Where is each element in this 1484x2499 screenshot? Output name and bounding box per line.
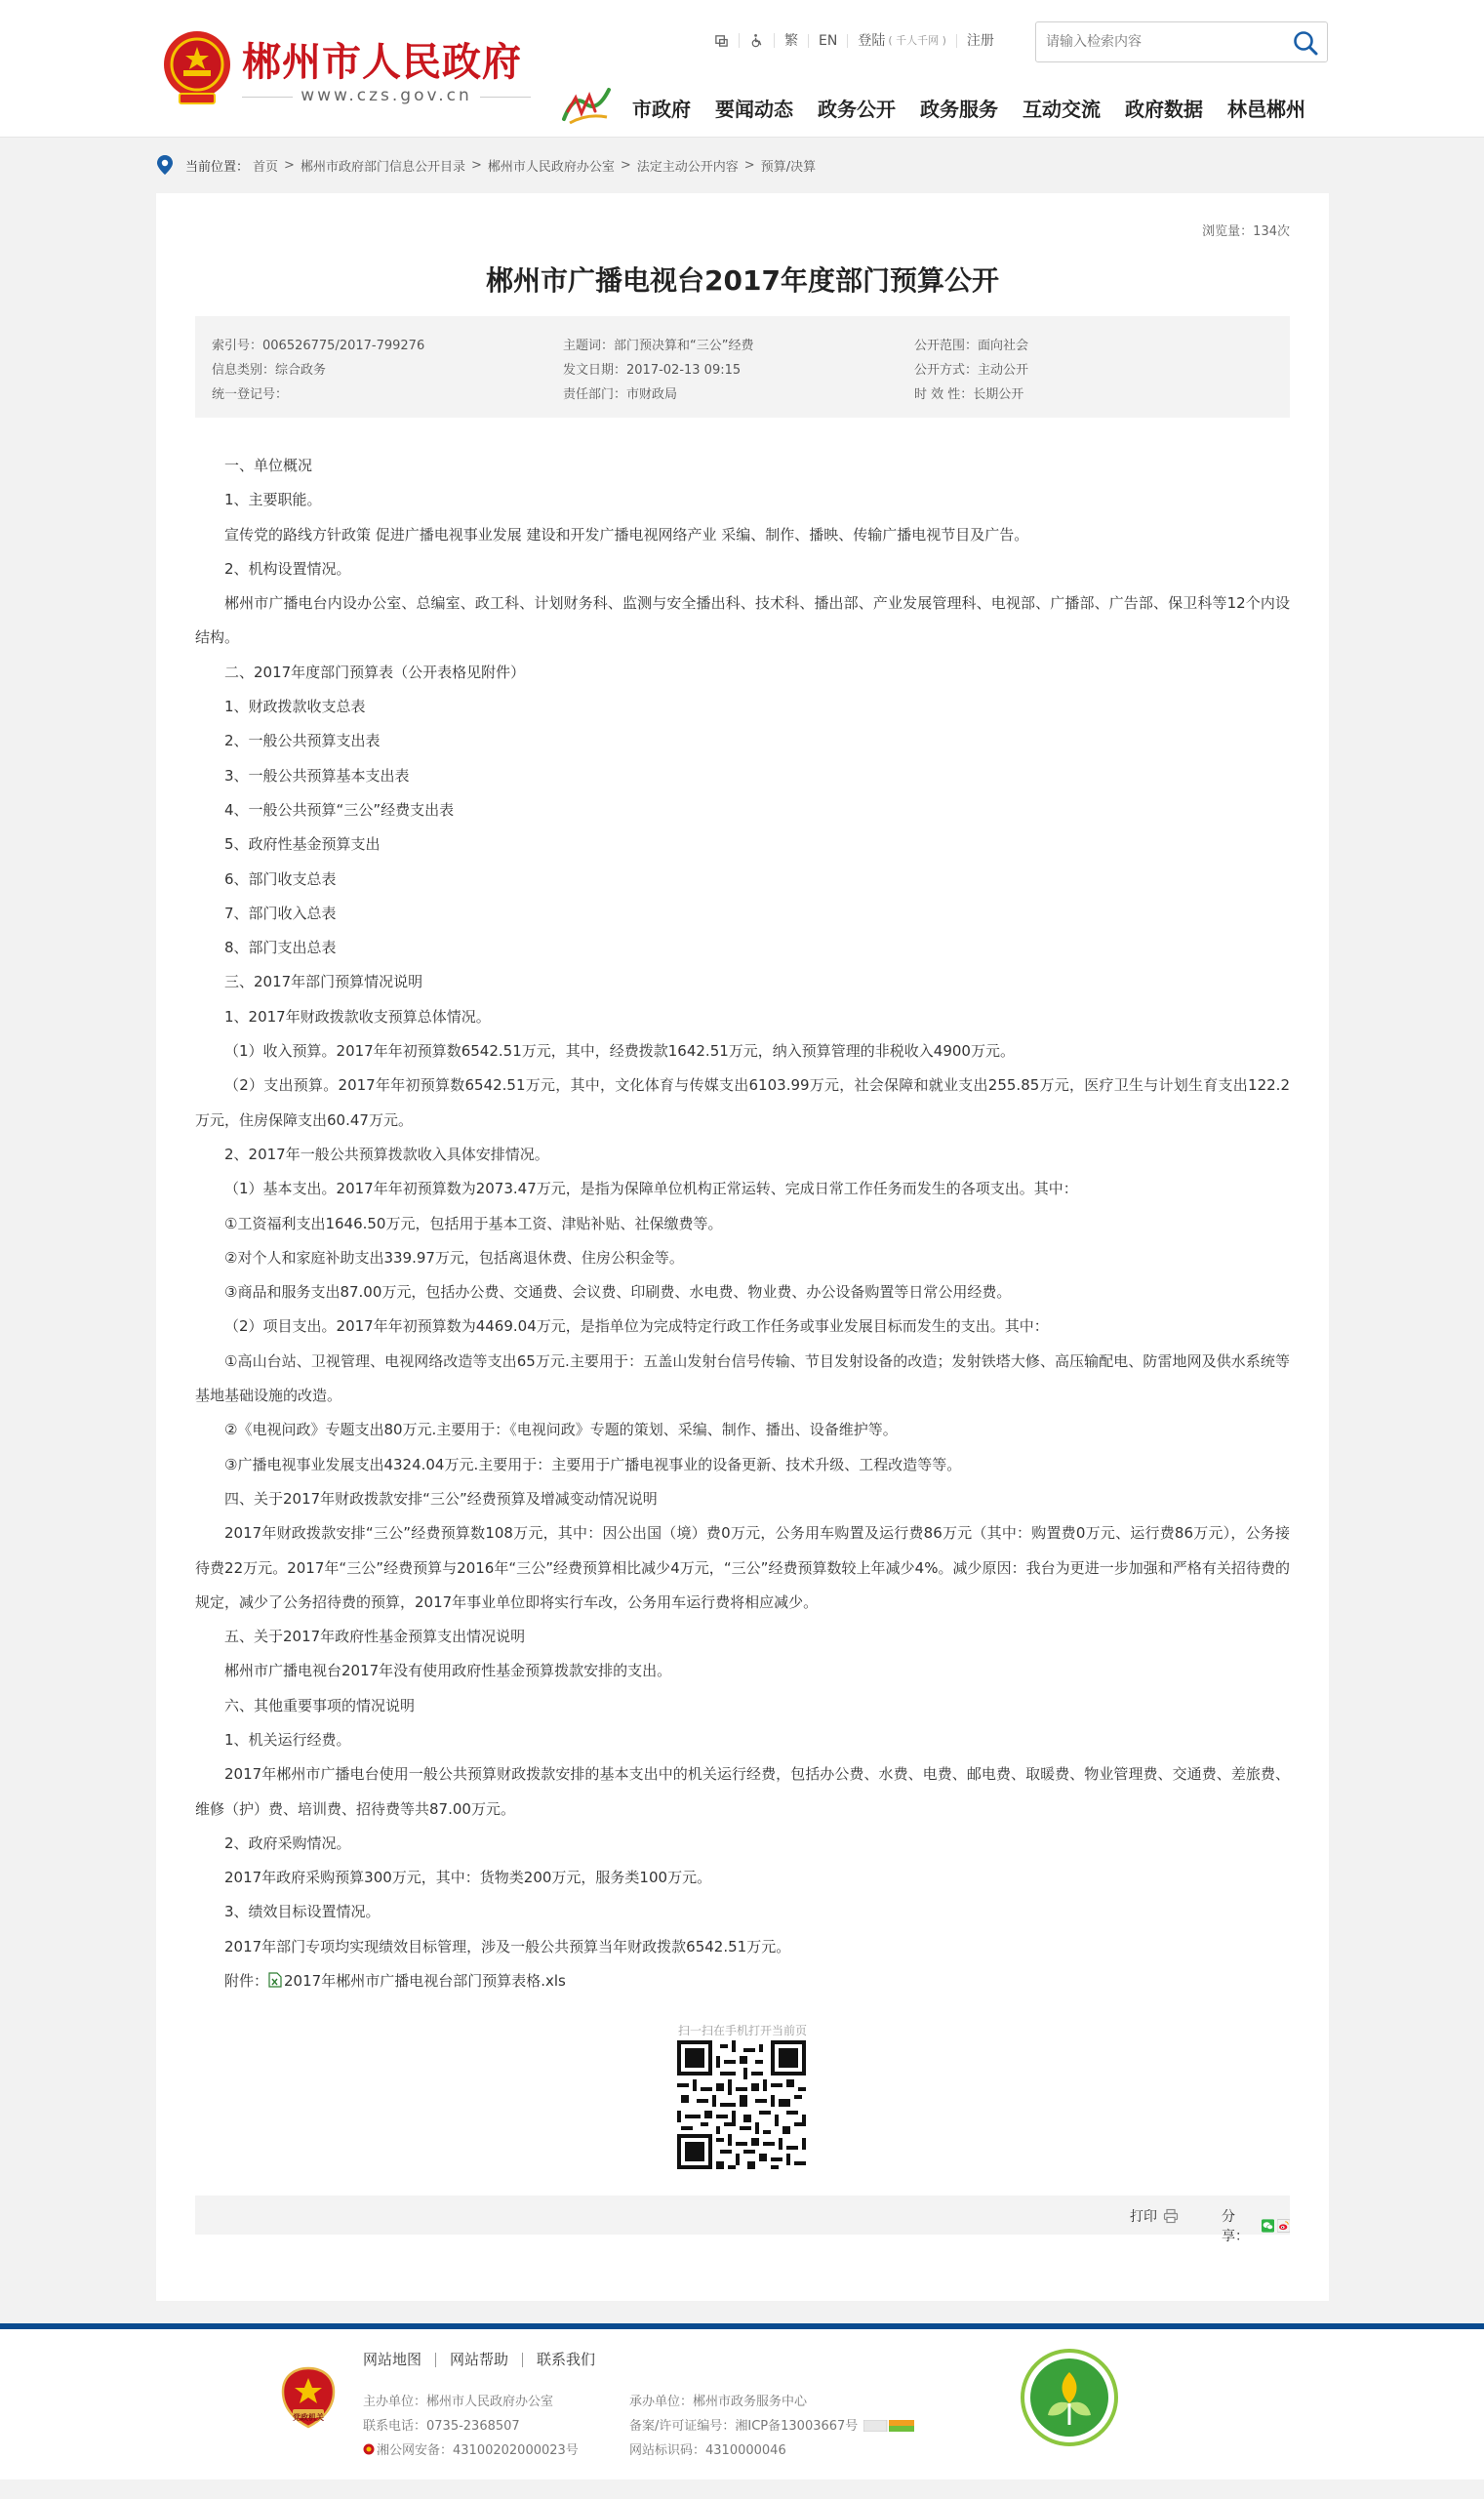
paragraph: （1）基本支出。2017年年初预算数为2073.47万元，是指为保障单位机构正常运转、完成日常工作任务而发生的各项支出。其中： [224,1180,1078,1198]
paragraph: 郴州市广播电视台2017年没有使用政府性基金预算拨款安排的支出。 [224,1662,672,1680]
meta-column-3 [914,334,1028,407]
printer-icon [1163,2208,1179,2224]
login-note: ( 千人千网 ) [888,33,946,47]
nav-item-open-government[interactable]: 政务公开 [818,98,896,121]
nav-item-government-services[interactable]: 政务服务 [920,98,998,121]
paragraph: 3、绩效目标设置情况。 [224,1903,381,1921]
site-header [0,0,1484,138]
breadcrumb-separator: > [620,157,631,173]
site-domain: www.czs.gov.cn [242,86,531,105]
meta-date: 发文日期：2017-02-13 09:15 [563,363,742,378]
meta-registration-no: 统一登记号： [212,387,289,402]
paragraph: 5、政府性基金预算支出 [224,835,381,854]
meta-method: 公开方式：主动公开 [914,363,1029,378]
breadcrumb-separator: > [470,157,482,173]
wheelchair-icon [749,33,764,48]
nav-item-city-government[interactable]: 市政府 [632,98,691,121]
footer-links [363,2353,609,2367]
paragraph: （2）支出预算。2017年年初预算数6542.51万元，其中，文化体育与传媒支出6103.99万元，社会保障和就业支出255.85万元，医疗卫生与计划生育支出122.2万元，住房保障支出60.47万元。 [195,1076,1290,1129]
meta-info-category: 信息类别：综合政务 [212,363,327,378]
qr-label: 扫一扫在手机打开当前页 [677,2024,807,2037]
breadcrumb-statutory-content[interactable]: 法定主动公开内容 [636,159,739,175]
breadcrumb-label: 当前位置： [185,159,250,175]
attachment-label: 附件： [224,1972,269,1991]
login-label: 登陆 [858,32,886,49]
paragraph: ③商品和服务支出87.00万元，包括办公费、交通费、会议费、印刷费、水电费、物业费、办公设备购置等日常公用经费。 [224,1283,1012,1302]
paragraph: 六、其他重要事项的情况说明 [224,1696,416,1714]
paragraph: 2017年财政拨款安排“三公”经费预算数108万元，其中：因公出国（境）费0万元，公务用车购置及运行费86万元（其中：购置费0万元、运行费86万元），公务接待费22万元。2017年“三公”经费预算与2016年“三公”经费预算相比减少4万元，“三公”经费预算数较上年减少4%。减少原因：我台为更进一步加强和严格有关招待费的规定，减少了公务招待费的预算，2017年事业单位即将实行车改，公务用车运行费将相应减少。 [195,1524,1290,1611]
footer-site-code: 网站标识码：4310000046 [629,2443,786,2458]
paragraph: ①高山台站、卫视管理、电视网络改造等支出65万元.主要用于：五盖山发射台信号传输、节目发射设备的改造；发射铁塔大修、高压输配电、防雷地网及供水系统等基地基础设施的改造。 [195,1351,1290,1405]
nav-item-interaction[interactable]: 互动交流 [1023,98,1101,121]
article-toolbar [195,2196,1290,2244]
paragraph: 4、一般公共预算“三公”经费支出表 [224,800,455,819]
footer-undertaker: 承办单位：郴州市政务服务中心 [629,2395,808,2409]
xls-file-icon [268,1972,282,1988]
national-emblem-icon [160,27,234,107]
breadcrumb-office[interactable]: 郴州市人民政府办公室 [487,159,615,175]
breadcrumb-separator: > [743,157,755,173]
meta-column-2 [563,334,753,407]
nav-logo-icon [560,84,613,125]
login-link[interactable] [848,34,957,48]
paragraph: 7、部门收入总表 [224,904,337,922]
search-box [1035,21,1328,62]
main-nav [632,94,1305,122]
paragraph: 1、财政拨款收支总表 [224,698,366,716]
paragraph: 2017年郴州市广播电台使用一般公共预算财政拨款安排的基本支出中的机关运行经费，包括办公费、水费、电费、邮电费、取暖费、物业管理费、交通费、差旅费、维修（护）费、培训费、招待费等共87.00万元。 [195,1765,1290,1818]
accessibility-button[interactable] [740,33,775,48]
article-card [156,193,1329,2301]
nav-item-news[interactable]: 要闻动态 [715,98,793,121]
print-label: 打印 [1130,2209,1157,2225]
footer-phone: 联系电话：0735-2368507 [363,2419,520,2434]
badge-text: 党政机关 [293,2413,324,2422]
site-name[interactable]: 郴州市人民政府 [242,39,522,85]
paragraph: 郴州市广播电台内设办公室、总编室、政工科、计划财务科、监测与安全播出科、技术科、播出部、产业发展管理科、电视部、广播部、广告部、保卫科等12个内设结构。 [195,594,1290,647]
register-link[interactable]: 注册 [966,32,994,49]
footer-link-help[interactable]: 网站帮助 [435,2353,522,2367]
party-government-badge[interactable] [279,2366,338,2431]
breadcrumb-budget[interactable]: 预算/决算 [760,159,817,175]
paragraph: 四、关于2017年财政拨款安排“三公”经费预算及增减变动情况说明 [224,1489,658,1508]
site-footer [0,2329,1484,2479]
site-stats-badge-icon[interactable] [863,2420,914,2432]
paragraph: 2、2017年一般公共预算拨款收入具体安排情况。 [224,1145,549,1163]
article-title: 郴州市广播电视台2017年度部门预算公开 [486,264,999,297]
attachment-link[interactable]: 2017年郴州市广播电视台部门预算表格.xls [284,1972,566,1991]
view-count: 浏览量：134次 [1202,224,1290,239]
footer-info-right [629,2390,914,2463]
footer-info-left [363,2390,579,2463]
breadcrumb [156,154,816,176]
meta-index-no: 索引号：006526775/2017-799276 [212,339,425,353]
breadcrumb-disclosure-catalog[interactable]: 郴州市政府部门信息公开目录 [300,159,465,175]
share-label: 分享： [1222,2209,1249,2244]
police-badge-icon [363,2443,375,2455]
breadcrumb-home[interactable]: 首页 [253,159,279,175]
weibo-icon[interactable] [1277,2218,1290,2234]
wechat-icon[interactable] [1262,2218,1274,2234]
english-link[interactable]: EN [809,34,848,48]
paragraph: 五、关于2017年政府性基金预算支出情况说明 [224,1628,526,1646]
search-input[interactable] [1046,30,1270,54]
paragraph: ②《电视问政》专题支出80万元.主要用于：《电视问政》专题的策划、采编、制作、播出、设备维护等。 [224,1421,898,1439]
nav-item-linyi-chenzhou[interactable]: 林邑郴州 [1227,98,1305,121]
accessibility-view-button[interactable] [704,33,740,48]
footer-police-record[interactable]: 湘公网安备：43100202000023号 [377,2443,579,2458]
paragraph: 2017年政府采购预算300万元，其中：货物类200万元，服务类100万元。 [224,1869,712,1887]
article-body [195,449,1290,1998]
paragraph: ①工资福利支出1646.50万元，包括用于基本工资、津贴补贴、社保缴费等。 [224,1214,723,1232]
traditional-chinese-link[interactable]: 繁 [775,34,809,48]
paragraph: 3、一般公共预算基本支出表 [224,766,410,785]
paragraph: ②对个人和家庭补助支出339.97万元，包括离退休费、住房公积金等。 [224,1248,684,1267]
location-pin-icon [156,154,174,176]
paragraph: 2、一般公共预算支出表 [224,732,381,750]
meta-subject: 主题词：部门预决算和“三公”经费 [563,339,754,353]
meta-column-1 [212,334,424,407]
top-links [704,33,1004,48]
paragraph: （1）收入预算。2017年年初预算数6542.51万元，其中，经费拨款1642.51万元，纳入预算管理的非税收入4900万元。 [224,1042,1015,1061]
paragraph: 一、单位概况 [224,457,313,474]
meta-scope: 公开范围：面向社会 [914,339,1029,353]
footer-sponsor: 主办单位：郴州市人民政府办公室 [363,2395,554,2409]
paragraph: 1、主要职能。 [224,491,322,509]
paragraph: 1、机关运行经费。 [224,1730,351,1749]
paragraph: 2、机构设置情况。 [224,559,351,578]
attachment-line [195,1964,1290,1998]
breadcrumb-separator: > [284,157,295,173]
footer-link-sitemap[interactable]: 网站地图 [363,2351,422,2368]
meta-validity: 时 效 性：长期公开 [914,387,1024,402]
paragraph: 宣传党的路线方针政策 促进广播电视事业发展 建设和开发广播电视网络产业 采编、制作、播映、传输广播电视节目及广告。 [224,525,1029,544]
paragraph: 1、2017年财政拨款收支预算总体情况。 [224,1007,491,1026]
paragraph: 6、部门收支总表 [224,869,337,888]
footer-icp-line [629,2414,914,2439]
paragraph: 8、部门支出总表 [224,939,337,957]
view-mode-icon [714,33,729,48]
paragraph: 2、政府采购情况。 [224,1834,351,1852]
paragraph: 2017年部门专项均实现绩效目标管理，涉及一般公共预算当年财政拨款6542.51万元。 [224,1937,791,1955]
footer-icp[interactable]: 备案/许可证编号：湘ICP备13003667号 [629,2419,859,2434]
print-button[interactable] [1130,2206,1179,2226]
paragraph: 二、2017年度部门预算表（公开表格见附件） [224,663,526,681]
paragraph: 三、2017年部门预算情况说明 [224,973,423,991]
footer-link-contact[interactable]: 联系我们 [522,2353,609,2367]
paragraph: （2）项目支出。2017年年初预算数为4469.04万元，是指单位为完成特定行政工作任务或事业发展目标而发生的支出。其中： [224,1317,1049,1336]
qr-code-icon [677,2040,806,2169]
civilization-city-badge-icon[interactable] [1021,2349,1118,2446]
footer-police-line [363,2439,579,2463]
nav-item-government-data[interactable]: 政府数据 [1125,98,1203,121]
article-meta [195,316,1290,418]
meta-department: 责任部门：市财政局 [563,387,678,402]
share-group [1222,2206,1290,2245]
search-icon[interactable] [1292,29,1319,57]
paragraph: ③广播电视事业发展支出4324.04万元.主要用于：主要用于广播电视事业的设备更新、技术升级、工程改造等等。 [224,1455,962,1473]
